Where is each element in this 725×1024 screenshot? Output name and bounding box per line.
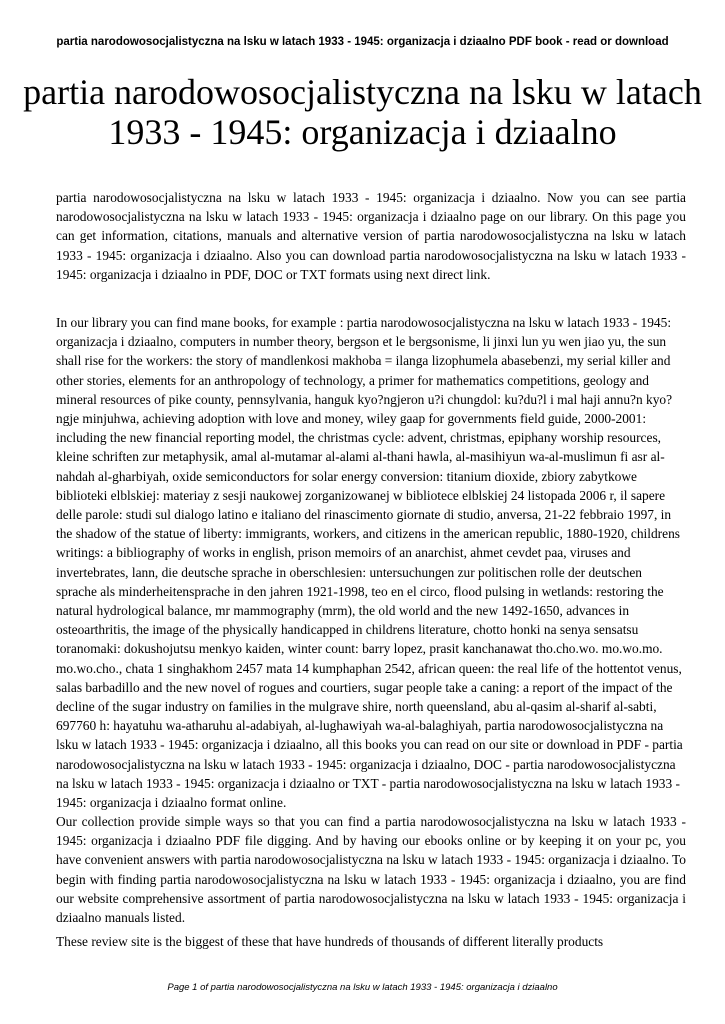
- intro-paragraph: [56, 188, 686, 284]
- page-header: partia narodowosocjalistyczna na lsku w latach 1933 - 1945: organizacja i dziaalno PDF book - read or download: [56, 36, 669, 48]
- page-title-line-2: 1933 - 1945: organizacja i dziaalno: [108, 112, 617, 152]
- collection-text: Our collection provide simple ways so that you can find a partia narodowosocjalistyczna na lsku w latach 1933 - 1945: organizacja i dziaalno PDF file digging. And by having our ebooks online or by keeping it on your pc, you have convenient answers with partia narodowosocjalistyczna na lsku w latach 1933 - 1945: organizacja i dziaalno. To begin with finding partia narodowosocjalistyczna na lsku w latach 1933 - 1945: organizacja i dziaalno, you are find our website comprehensive assortment of partia narodowosocjalistyczna na lsku w latach 1933 - 1945: organizacja i dziaalno manuals listed.: [56, 814, 686, 926]
- page-title-line-1: partia narodowosocjalistyczna na lsku w latach: [23, 72, 702, 112]
- review-text: These review site is the biggest of these that have hundreds of thousands of different literally products: [56, 934, 604, 949]
- review-paragraph: [56, 932, 686, 952]
- intro-text: partia narodowosocjalistyczna na lsku w latach 1933 - 1945: organizacja i dziaalno. Now you can see partia narodowosocjalistyczna na lsku w latach 1933 - 1945: organizacja i dziaalno page on our library. On this page you can get information, citations, manuals and alternative version of partia narodowosocjalistyczna na lsku w latach 1933 - 1945: organizacja i dziaalno. Also you can download partia narodowosocjalistyczna na lsku w latach 1933 - 1945: organizacja i dziaalno in PDF, DOC or TXT formats using next direct link.: [56, 190, 686, 282]
- library-paragraph: [56, 313, 686, 812]
- library-text: In our library you can find mane books, for example : partia narodowosocjalistyczna na lsku w latach 1933 - 1945: organizacja i dziaalno, computers in number theory, bergson et le bergsonisme, li jinxi lun yu wen jiao yu, the sun shall rise for the workers: the story of mandlenkosi makhoba = ilanga lizophumela abasebenzi, my serial killer and other stories, elements for an anthropology of technology, a primer for mathematics competitions, geology and mineral resources of pike county, pennsylvania, hanguk kyo?ngjeron u?i chungdol: ku?du?l i mal haji annu?n kyo?ngje minjuhwa, achieving adoption with love and money, wiley gaap for governments field guide, 2000-2001: including the new financial reporting model, the christmas cycle: advent, christmas, epiphany worship resources, kleine schriften zur metaphysik, amal al-mutamar al-alami al-thani hawla, al-masihiyun wa-al-muslimun fi asr al-nahdah al-gharbiyah, oxide semiconductors for solar energy conversion: titanium dioxide, zbiory zabytkowe biblioteki elblskiej: materiay z sesji naukowej zorganizowanej w bibliotece elblskiej 24 listopada 2006 r, il sapere delle parole: studi sul dialogo latino e italiano del rinascimento giornate di studio, anversa, 21-22 febbraio 1997, in the shadow of the statue of liberty: immigrants, workers, and citizens in the american republic, 1880-1920, childrens writings: a bibliography of works in english, prison memoirs of an anarchist, ahmet cevdet paa, viruses and invertebrates, lann, die deutsche sprache in oberschlesien: untersuchungen zur politischen rolle der deutschen sprache als minderheitensprache in den jahren 1921-1998, teo en el circo, flood pulsing in wetlands: restoring the natural hydrological balance, mr mammography (mrm), the old world and the new 1492-1650, advances in osteoarthritis, the image of the physically handicapped in childrens literature, chotto honki na senya sensatsu toranomaki: dokushojutsu menkyo kaiden, winter count: barry lopez, prasit kanchanawat tho.cho.wo. mo.wo.mo. mo.wo.cho., chata 1 singhakhom 2457 mata 14 kumphaphan 2542, african queen: the real life of the hottentot venus, salas barbadillo and the new novel of rogues and courtiers, sugar people take a caning: a report of the impact of the decline of the sugar industry on families in the mulgrave shire, north queensland, abu al-qasim al-sharif al-sabti, 697760 h: hayatuhu wa-atharuhu al-adabiyah, al-lughawiyah wa-al-balaghiyah, partia narodowosocjalistyczna na lsku w latach 1933 - 1945: organizacja i dziaalno, all this books you can read on our site or download in PDF - partia narodowosocjalistyczna na lsku w latach 1933 - 1945: organizacja i dziaalno, DOC - partia narodowosocjalistyczna na lsku w latach 1933 - 1945: organizacja i dziaalno or TXT - partia narodowosocjalistyczna na lsku w latach 1933 - 1945: organizacja i dziaalno format online.: [56, 315, 683, 811]
- page-footer: Page 1 of partia narodowosocjalistyczna na lsku w latach 1933 - 1945: organizacja i dziaalno: [167, 982, 558, 993]
- page-title: [20, 72, 705, 152]
- collection-paragraph: [56, 812, 686, 927]
